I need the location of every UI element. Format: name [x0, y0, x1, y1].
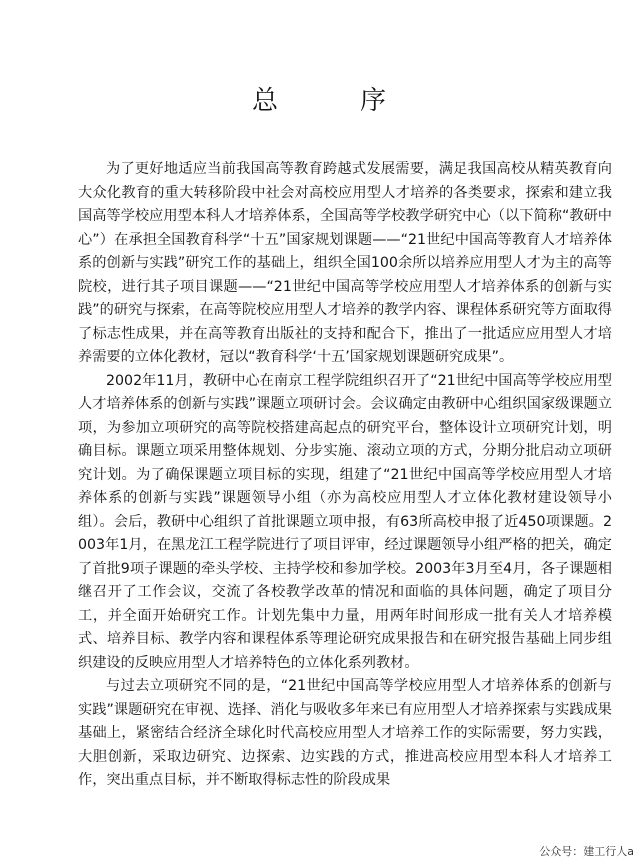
watermark-label: 公众号：建工行人a: [533, 843, 638, 861]
document-body: [78, 158, 612, 793]
paragraph-1: 为了更好地适应当前我国高等教育跨越式发展需要，满足我国高校从精英教育向大众化教育的重大转移阶段中社会对高校应用型人才培养的各类要求，探索和建立我国高等学校应用型本科人才培养体系，全国高等学校教学研究中心（以下简称“教研中心”）在承担全国教育科学“十五”国家规划课题——“21世纪中国高等教育人才培养体系的创新与实践”研究工作的基础上，组织全国100余所以培养应用型人才为主的高等院校，进行其子项目课题——“21世纪中国高等学校应用型人才培养体系的创新与实践”的研究与探索，在高等院校应用型人才培养的教学内容、课程体系研究等方面取得了标志性成果，并在高等教育出版社的支持和配合下，推出了一批适应应用型人才培养需要的立体化教材，冠以“教育科学‘十五’国家规划课题研究成果”。: [78, 161, 612, 365]
page-title: 总 序: [251, 86, 414, 116]
paragraph-3: 与过去立项研究不同的是，“21世纪中国高等学校应用型人才培养体系的创新与实践”课题研究在审视、选择、消化与吸收多年来已有应用型人才培养探索与实践成果基础上，紧密结合经济全球化时代高校应用型人才培养工作的实际需要，努力实践，大胆创新，采取边研究、边探索、边实践的方式，推进高校应用型本科人才培养工作，突出重点目标，并不断取得标志性的阶段成果: [78, 678, 612, 788]
paragraph-2: 2002年11月，教研中心在南京工程学院组织召开了“21世纪中国高等学校应用型人才培养体系的创新与实践”课题立项研讨会。会议确定由教研中心组织国家级课题立项，为参加立项研究的高等院校搭建高起点的研究平台，整体设计立项研究计划，明确目标。课题立项采用整体规划、分步实施、滚动立项的方式，分期分批启动立项研究计划。为了确保课题立项目标的实现，组建了“21世纪中国高等学校应用型人才培养体系的创新与实践”课题领导小组（亦为高校应用型人才立体化教材建设领导小组）。会后，教研中心组织了首批课题立项申报，有63所高校申报了近450项课题。2003年1月，在黑龙江工程学院进行了项目评审，经过课题领导小组严格的把关，确定了首批9项子课题的牵头学校、主持学校和参加学校。2003年3月至4月，各子课题相继召开了工作会议，交流了各校教学改革的情况和面临的具体问题，确定了项目分工，并全面开始研究工作。计划先集中力量，用两年时间形成一批有关人才培养模式、培养目标、教学内容和课程体系等理论研究成果报告和在研究报告基础上同步组织建设的反映应用型人才培养特色的立体化系列教材。: [78, 372, 612, 671]
